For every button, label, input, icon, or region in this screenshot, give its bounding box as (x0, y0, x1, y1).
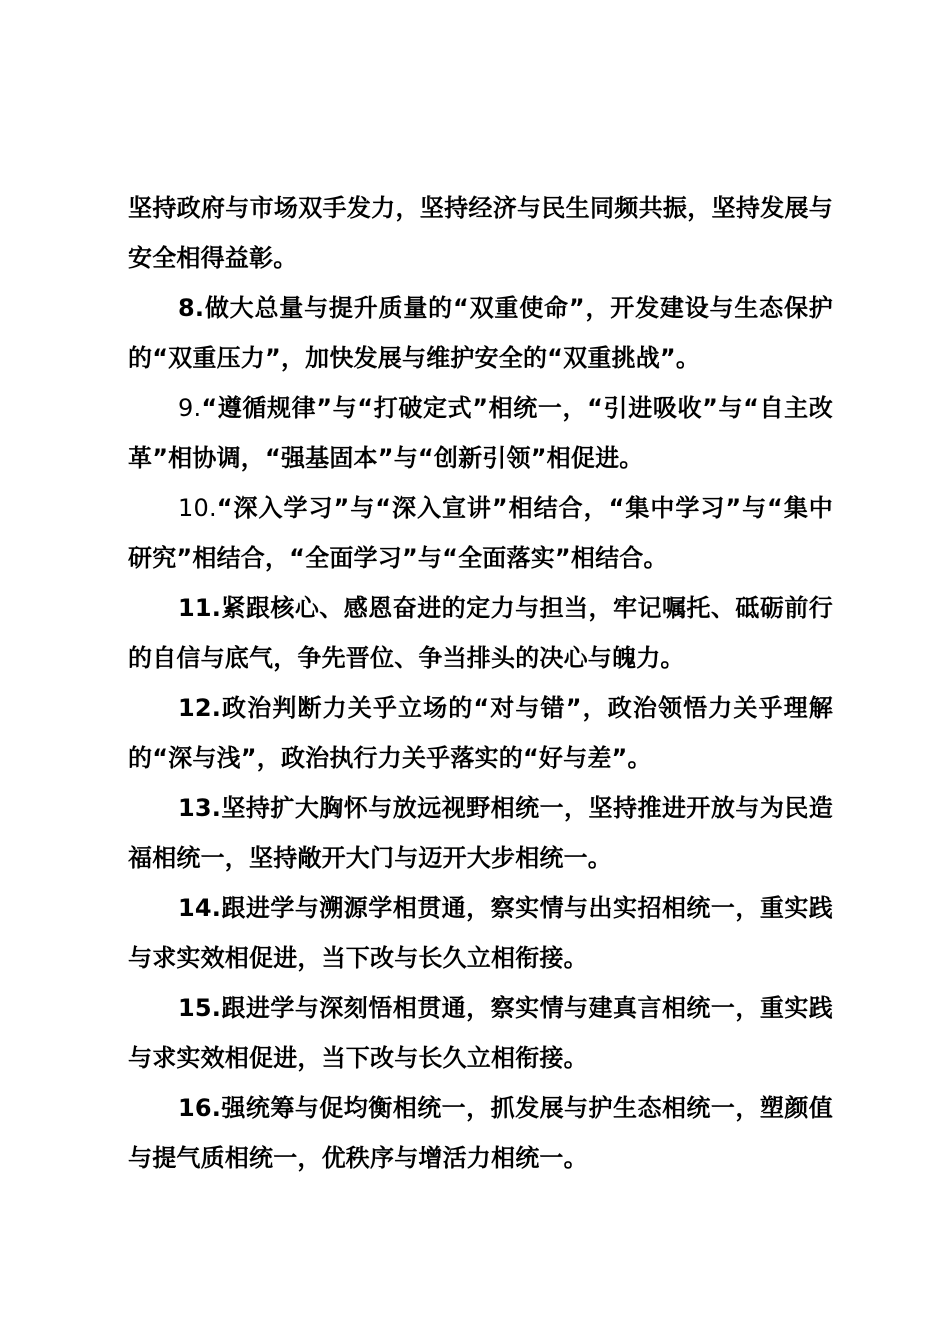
paragraph-9 (128, 383, 833, 483)
paragraph-12 (128, 683, 833, 783)
paragraph-continuation (128, 183, 833, 283)
paragraph-16 (128, 1083, 833, 1183)
paragraph-text: 紧跟核心、感恩奋进的定力与担当，牢记嘱托、砥砺前行的自信与底气，争先晋位、争当排头的决心与魄力。 (128, 594, 833, 672)
paragraph-text: 跟进学与溯源学相贯通，察实情与出实招相统一，重实践与求实效相促进，当下改与长久立相衔接。 (128, 894, 833, 972)
paragraph-text: 跟进学与深刻悟相贯通，察实情与建真言相统一，重实践与求实效相促进，当下改与长久立相衔接。 (128, 994, 833, 1072)
paragraph-14 (128, 883, 833, 983)
paragraph-text: 坚持政府与市场双手发力，坚持经济与民生同频共振，坚持发展与安全相得益彰。 (128, 194, 833, 272)
paragraph-number: 14. (178, 894, 222, 922)
paragraph-text: 强统筹与促均衡相统一，抓发展与护生态相统一，塑颜值与提气质相统一，优秩序与增活力相统一。 (128, 1094, 833, 1172)
paragraph-11 (128, 583, 833, 683)
paragraph-15 (128, 983, 833, 1083)
paragraph-text: 做大总量与提升质量的“双重使命”，开发建设与生态保护的“双重压力”，加快发展与维护安全的“双重挑战”。 (128, 294, 833, 372)
paragraph-13 (128, 783, 833, 883)
paragraph-10 (128, 483, 833, 583)
paragraph-text: 政治判断力关乎立场的“对与错”，政治领悟力关乎理解的“深与浅”，政治执行力关乎落实的“好与差”。 (128, 694, 833, 772)
paragraph-number: 8. (178, 294, 205, 322)
paragraph-number: 9. (178, 394, 202, 422)
document-body (128, 183, 833, 1183)
paragraph-number: 11. (178, 594, 222, 622)
paragraph-number: 16. (178, 1094, 222, 1122)
paragraph-text: “深入学习”与“深入宣讲”相结合，“集中学习”与“集中研究”相结合，“全面学习”与“全面落实”相结合。 (128, 494, 833, 572)
paragraph-text: “遵循规律”与“打破定式”相统一，“引进吸收”与“自主改革”相协调，“强基固本”与“创新引领”相促进。 (128, 394, 833, 472)
paragraph-8 (128, 283, 833, 383)
paragraph-number: 12. (178, 694, 222, 722)
paragraph-number: 15. (178, 994, 222, 1022)
paragraph-number: 13. (178, 794, 222, 822)
paragraph-text: 坚持扩大胸怀与放远视野相统一，坚持推进开放与为民造福相统一，坚持敞开大门与迈开大步相统一。 (128, 794, 833, 872)
paragraph-number: 10. (178, 494, 217, 522)
